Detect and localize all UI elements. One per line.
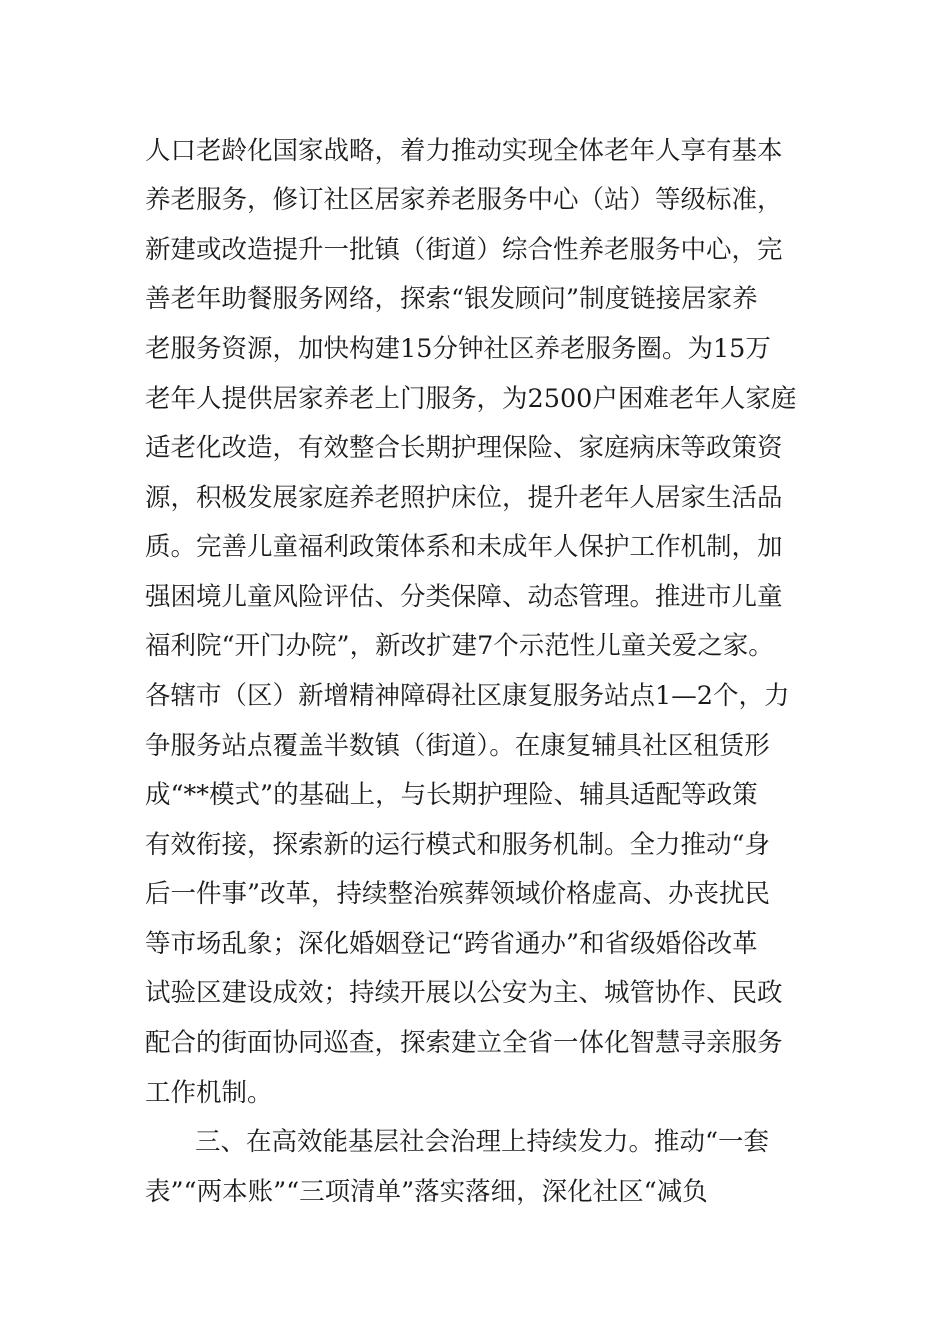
text-line: 老年人提供居家养老上门服务，为2500户困难老年人家庭 (145, 384, 797, 414)
text-line: 善老年助餐服务网络，探索“银发顾问”制度链接居家养 (145, 284, 758, 314)
text-line: 人口老龄化国家战略，着力推动实现全体老年人享有基本 (145, 136, 783, 166)
text-line: 工作机制。 (145, 1078, 273, 1108)
text-line: 表”“两本账”“三项清单”落实落细，深化社区“减负 (145, 1177, 708, 1207)
text-line: 后一件事”改革，持续整治殡葬领域价格虚高、办丧扰民 (145, 879, 771, 909)
text-line: 有效衔接，探索新的运行模式和服务机制。全力推动“身 (145, 830, 771, 860)
text-line: 配合的街面协同巡查，探索建立全省一体化智慧寻亲服务 (145, 1028, 783, 1058)
text-line: 成“**模式”的基础上，与长期护理险、辅具适配等政策 (145, 780, 758, 810)
text-line: 养老服务，修订社区居家养老服务中心（站）等级标准， (145, 185, 783, 215)
text-line: 福利院“开门办院”，新改扩建7个示范性儿童关爱之家。 (145, 631, 774, 661)
text-line: 试验区建设成效；持续开展以公安为主、城管协作、民政 (145, 978, 783, 1008)
text-line: 争服务站点覆盖半数镇（街道）。在康复辅具社区租赁形 (145, 731, 770, 761)
text-line: 适老化改造，有效整合长期护理保险、家庭病床等政策资 (145, 433, 783, 463)
text-line: 强困境儿童风险评估、分类保障、动态管理。推进市儿童 (145, 582, 783, 612)
text-line: 质。完善儿童福利政策体系和未成年人保护工作机制，加 (145, 532, 783, 562)
text-line: 源，积极发展家庭养老照护床位，提升老年人居家生活品 (145, 483, 783, 513)
text-line: 等市场乱象；深化婚姻登记“跨省通办”和省级婚俗改革 (145, 929, 758, 959)
section-heading-line: 三、在高效能基层社会治理上持续发力。推动“一套 (195, 1127, 770, 1157)
text-line: 各辖市（区）新增精神障碍社区康复服务站点1—2个，力 (145, 681, 790, 711)
text-line: 新建或改造提升一批镇（街道）综合性养老服务中心，完 (145, 235, 783, 265)
text-line: 老服务资源，加快构建15分钟社区养老服务圈。为15万 (145, 334, 771, 364)
